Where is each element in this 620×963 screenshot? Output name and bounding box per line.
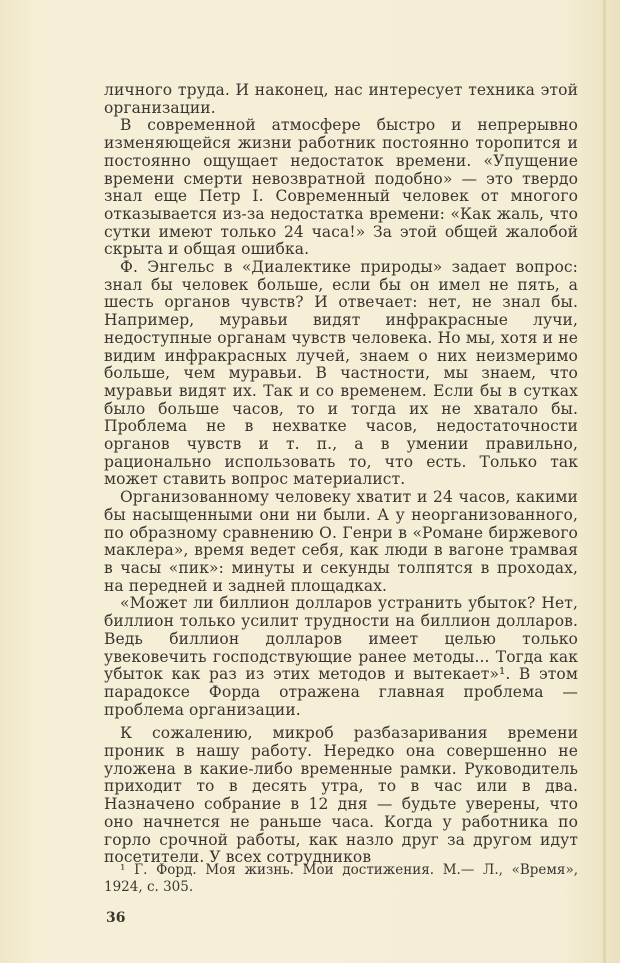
paragraph-5: «Может ли биллион долларов устранить убыток? Нет, биллион только усилит трудности на биллион долларов. Ведь биллион долларов имеет целью только увековечить господствующие ранее методы... Тогда как убыток как раз из этих методов и вытекает»¹. В этом парадоксе Форда отражена главная проблема — проблема организации.	[104, 594, 578, 719]
paragraph-6: К сожалению, микроб разбазаривания времени проник в нашу работу. Нередко она совершенно не уложена в какие-либо временные рамки. Руководитель приходит то в десять утра, то в час или в два. Назначено собрание в 12 дня — будьте уверены, что оно начнется не раньше часа. Когда у работника по горло срочной работы, как назло друг за другом идут посетители. У всех сотрудников	[104, 724, 578, 867]
footnote-text: ¹ Г. Форд. Моя жизнь. Мои достижения. М.— Л., «Время», 1924, с. 305.	[104, 862, 578, 895]
footnote	[104, 862, 578, 896]
page-number: 36	[106, 910, 126, 926]
paragraph-4: Организованному человеку хватит и 24 часов, какими бы насыщенными они ни были. А у неорганизованного, по образному сравнению О. Генри в «Романе биржевого маклера», время ведет себя, как люди в вагоне трамвая в часы «пик»: минуты и секунды толпятся в проходах, на передней и задней площадках.	[104, 488, 578, 595]
body-text	[104, 82, 578, 867]
paragraph-2: В современной атмосфере быстро и непрерывно изменяющейся жизни работник постоянно торопится и постоянно ощущает недостаток времени. «Упущение времени смерти невозвратной подобно» — это твердо знал еще Петр I. Современный человек от многого отказывается из-за недостатка времени: «Как жаль, что сутки имеют только 24 часа!» За этой общей жалобой скрыта и общая ошибка.	[104, 116, 578, 259]
page-gutter-shadow	[603, 0, 606, 963]
paragraph-1: личного труда. И наконец, нас интересует техника этой организации.	[104, 81, 578, 117]
paragraph-3: Ф. Энгельс в «Диалектике природы» задает вопрос: знал бы человек больше, если бы он имел не пять, а шесть органов чувств? И отвечает: нет, не знал бы. Например, муравьи видят инфракрасные лучи, недоступные органам чувств человека. Но мы, хотя и не видим инфракрасных лучей, знаем о них неизмеримо больше, чем муравьи. В частности, мы знаем, что муравьи видят их. Так и со временем. Если бы в сутках было больше часов, то и тогда их не хватало бы. Проблема не в нехватке часов, недостаточности органов чувств и т. п., а в умении правильно, рационально использовать то, что есть. Только так может ставить вопрос материалист.	[104, 258, 578, 489]
